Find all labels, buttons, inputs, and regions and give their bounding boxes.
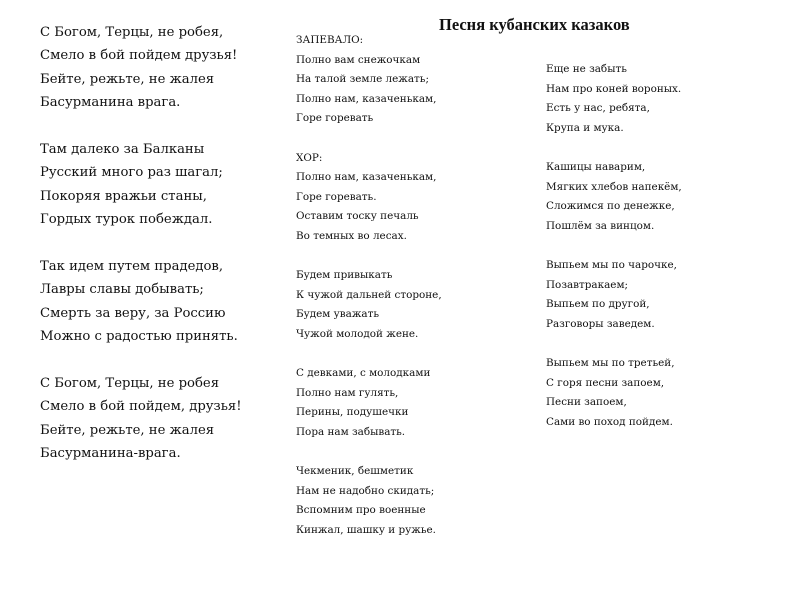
- stanza: [296, 364, 486, 442]
- lyric-line: Разговоры заведем.: [546, 317, 655, 330]
- document-title: Песня кубанских казаков: [439, 15, 630, 34]
- stanza: [40, 138, 275, 232]
- stanza: [296, 462, 486, 540]
- lyric-line: Бейте, режьте, не жалея: [40, 71, 215, 87]
- stanza: [546, 354, 766, 432]
- lyric-line: Сложимся по денежке,: [546, 200, 675, 213]
- stanza: [40, 21, 275, 115]
- lyrics-column-3: [546, 60, 766, 452]
- lyric-line: Во темных во лесах.: [296, 229, 407, 242]
- stanza: [296, 149, 486, 247]
- lyric-line: С Богом, Терцы, не робея: [40, 376, 220, 392]
- lyric-line: Позавтракаем;: [546, 278, 629, 291]
- lyrics-column-1: [40, 21, 275, 489]
- lyric-line: Крупа и мука.: [546, 121, 624, 134]
- lyric-line: С горя песни запоем,: [546, 376, 665, 389]
- lyric-line: Басурманина врага.: [40, 95, 181, 111]
- lyric-line: Лавры славы добывать;: [40, 282, 204, 298]
- lyric-line: Горе горевать: [296, 112, 374, 125]
- stanza: [40, 255, 275, 349]
- lyric-line: Оставим тоску печаль: [296, 210, 419, 223]
- lyric-line: Смело в бой пойдем, друзья!: [40, 399, 242, 415]
- lyric-line: Будем привыкать: [296, 269, 393, 282]
- lyric-line: Там далеко за Балканы: [40, 142, 205, 158]
- lyric-line: Перины, подушечки: [296, 406, 409, 419]
- lyric-line: Полно нам гулять,: [296, 386, 399, 399]
- stanza: [296, 266, 486, 344]
- lyric-line: На талой земле лежать;: [296, 73, 429, 86]
- lyric-line: Басурманина-врага.: [40, 446, 181, 462]
- stanza: [296, 31, 486, 129]
- lyric-line: К чужой дальней стороне,: [296, 288, 442, 301]
- lyric-line: Горе горевать.: [296, 190, 377, 203]
- lyric-line: Пора нам забывать.: [296, 425, 406, 438]
- lyric-line: Нам про коней вороных.: [546, 82, 682, 95]
- stanza: [546, 256, 766, 334]
- lyrics-column-2: [296, 31, 486, 560]
- voice-label-lead: ЗАПЕВАЛО:: [296, 34, 364, 46]
- lyric-line: Песни запоем,: [546, 396, 627, 409]
- stanza: [546, 158, 766, 236]
- stanza: [546, 60, 766, 138]
- lyric-line: С Богом, Терцы, не робея,: [40, 25, 224, 40]
- lyric-line: Чекменик, бешметик: [296, 465, 414, 478]
- lyric-line: Выпьем по другой,: [546, 298, 650, 311]
- lyric-line: Кинжал, шашку и ружье.: [296, 523, 436, 536]
- voice-label-chorus: ХОР:: [296, 151, 323, 164]
- lyric-line: Будем уважать: [296, 308, 379, 321]
- lyric-line: Сами во поход пойдем.: [546, 415, 673, 428]
- lyric-line: Выпьем мы по третьей,: [546, 356, 675, 369]
- lyric-line: Гордых турок побеждал.: [40, 212, 213, 228]
- lyric-line: Полно вам снежочкам: [296, 53, 421, 66]
- lyric-line: Есть у нас, ребята,: [546, 102, 650, 115]
- lyric-line: Русский много раз шагал;: [40, 165, 223, 181]
- lyric-line: Мягких хлебов напекём,: [546, 180, 682, 193]
- stanza: [40, 372, 275, 466]
- lyric-line: Полно нам, казаченькам,: [296, 171, 437, 184]
- lyric-line: Еще не забыть: [546, 63, 627, 75]
- lyric-line: Покоряя вражьи станы,: [40, 188, 207, 204]
- lyric-line: Выпьем мы по чарочке,: [546, 258, 677, 271]
- lyric-line: Нам не надобно скидать;: [296, 484, 435, 497]
- lyric-line: Пошлём за винцом.: [546, 219, 655, 232]
- lyric-line: Так идем путем прадедов,: [40, 259, 224, 275]
- lyric-line: Смело в бой пойдем друзья!: [40, 48, 238, 64]
- lyric-line: Бейте, режьте, не жалея: [40, 422, 215, 438]
- lyric-line: Кашицы наварим,: [546, 160, 646, 173]
- lyric-line: Вспомним про военные: [296, 504, 426, 517]
- lyric-line: Можно с радостью принять.: [40, 329, 238, 345]
- lyric-line: Чужой молодой жене.: [296, 327, 419, 340]
- lyric-line: Полно нам, казаченькам,: [296, 92, 437, 105]
- lyric-line: С девками, с молодками: [296, 367, 431, 380]
- lyric-line: Смерть за веру, за Россию: [40, 305, 226, 321]
